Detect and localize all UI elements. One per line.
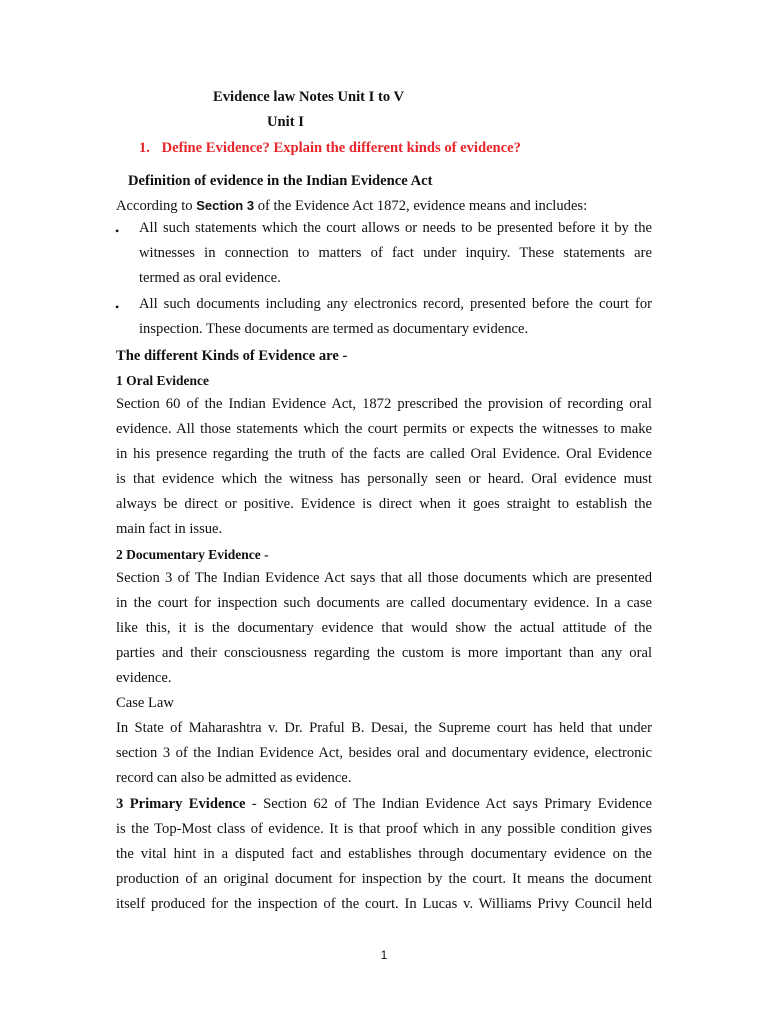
paragraph-line: like this, it is the documentary evidence that would show the actual attitude of the: [116, 620, 652, 636]
document-title: Evidence law Notes Unit I to V: [213, 89, 405, 105]
primary-first-rest: - Section 62 of The Indian Evidence Act says Primary Evidence: [245, 796, 652, 812]
intro-line: [116, 197, 587, 215]
paragraph-line: production of an original document for inspection by the court. It means the document: [116, 871, 652, 887]
bullet-1-line: All such statements which the court allows or needs to be presented before it by the: [139, 220, 652, 236]
case-law-label: Case Law: [116, 695, 174, 711]
paragraph-line: main fact in issue.: [116, 521, 223, 537]
primary-evidence-heading: 3 Primary Evidence: [116, 796, 246, 812]
paragraph-line: evidence.: [116, 670, 172, 686]
bullet-icon: •: [115, 224, 120, 238]
bullet-1-line: termed as oral evidence.: [139, 270, 281, 286]
question-1: [139, 139, 521, 157]
primary-evidence-paragraph: [116, 792, 652, 917]
primary-first-line: [116, 792, 652, 817]
page-number: 1: [380, 948, 388, 962]
bullet-1: [139, 216, 652, 291]
oral-evidence-heading: 1 Oral Evidence: [116, 373, 209, 388]
paragraph-line: Section 3 of The Indian Evidence Act says that all those documents which are presented: [116, 570, 652, 586]
kinds-heading: The different Kinds of Evidence are -: [116, 348, 348, 364]
documentary-evidence-paragraph: [116, 566, 652, 791]
documentary-evidence-heading: 2 Documentary Evidence -: [116, 547, 269, 562]
paragraph-line: in the court for inspection such documents are called documentary evidence. In a case: [116, 595, 652, 611]
paragraph-line: always be direct or positive. Evidence is direct when it goes straight to establish the: [116, 496, 652, 512]
question-number: 1.: [139, 140, 150, 156]
paragraph-line: evidence. All those statements which the court permits or expects the witnesses to make: [116, 421, 652, 437]
paragraph-line: the vital hint in a disputed fact and establishes through documentary evidence on the: [116, 846, 652, 862]
paragraph-line: itself produced for the inspection of the court. In Lucas v. Williams Privy Council held: [116, 896, 652, 912]
bullet-1-line: witnesses in connection to matters of fact under inquiry. These statements are: [139, 245, 652, 261]
bullet-2-line: All such documents including any electronics record, presented before the court for: [139, 296, 652, 312]
bullet-2: [139, 292, 652, 342]
paragraph-line: in his presence regarding the truth of the facts are called Oral Evidence. Oral Evidence: [116, 446, 652, 462]
paragraph-line: In State of Maharashtra v. Dr. Praful B. Desai, the Supreme court has held that under: [116, 720, 652, 736]
intro-pre: According to: [116, 198, 197, 214]
paragraph-line: is that evidence which the witness has personally seen or heard. Oral evidence must: [116, 471, 652, 487]
question-text: Define Evidence? Explain the different kinds of evidence?: [161, 140, 521, 156]
paragraph-line: Section 60 of the Indian Evidence Act, 1872 prescribed the provision of recording oral: [116, 396, 652, 412]
paragraph-line: is the Top-Most class of evidence. It is that proof which in any possible condition gives: [116, 821, 652, 837]
oral-evidence-paragraph: [116, 392, 652, 542]
section-3-bold: Section 3: [196, 198, 255, 213]
definition-heading: Definition of evidence in the Indian Evidence Act: [128, 173, 433, 189]
bullet-icon: •: [115, 300, 120, 314]
unit-heading: Unit I: [267, 114, 304, 130]
paragraph-line: section 3 of the Indian Evidence Act, besides oral and documentary evidence, electronic: [116, 745, 652, 761]
paragraph-line: record can also be admitted as evidence.: [116, 770, 352, 786]
paragraph-line: parties and their consciousness regarding the custom is more important than any oral: [116, 645, 652, 661]
bullet-2-line: inspection. These documents are termed as documentary evidence.: [139, 321, 529, 337]
intro-post: of the Evidence Act 1872, evidence means and includes:: [254, 198, 588, 214]
